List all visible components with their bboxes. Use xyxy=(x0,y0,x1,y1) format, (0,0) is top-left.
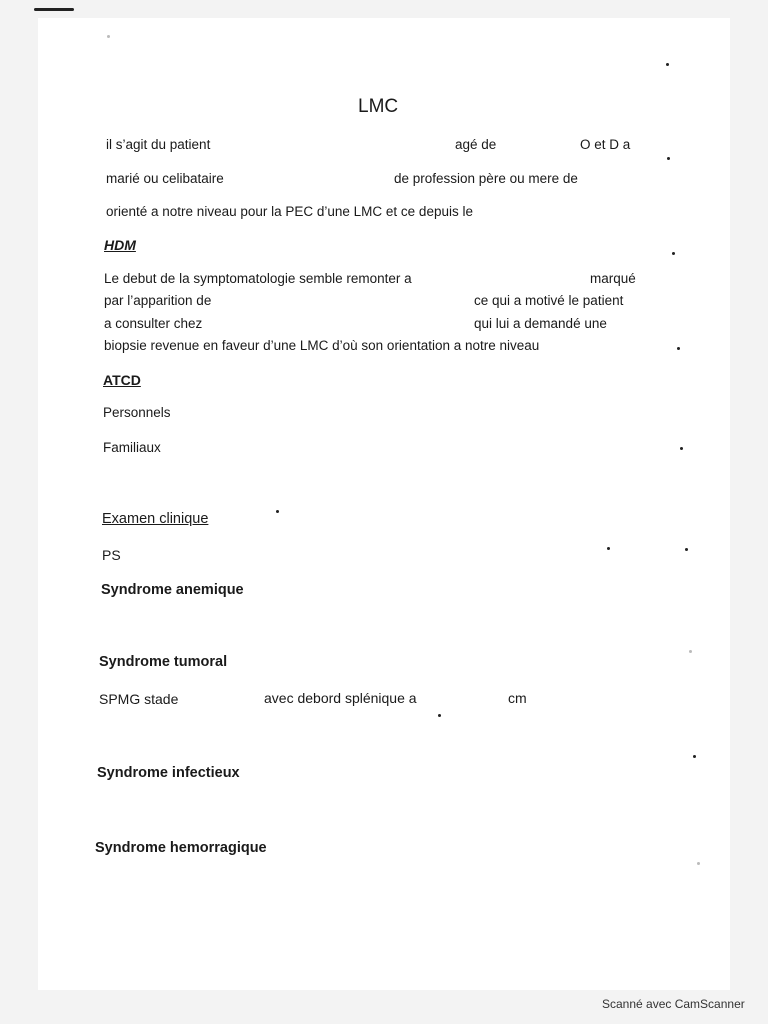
examen-ps: PS xyxy=(102,547,121,563)
intro-oed-label: O et D a xyxy=(580,137,631,152)
hdm-line1b: marqué xyxy=(590,271,636,286)
scan-speck xyxy=(107,35,110,38)
intro-patient-label: il s’agit du patient xyxy=(106,137,211,152)
hdm-line2a: par l’apparition de xyxy=(104,293,212,308)
scan-speck xyxy=(667,157,670,160)
spmg-cm-unit: cm xyxy=(508,690,527,706)
scan-speck xyxy=(438,714,441,717)
syndrome-infectieux: Syndrome infectieux xyxy=(97,765,240,781)
atcd-personnels: Personnels xyxy=(103,405,171,420)
scanner-watermark: Scanné avec CamScanner xyxy=(602,997,745,1011)
scan-speck xyxy=(276,510,279,513)
hdm-line3b: qui lui a demandé une xyxy=(474,316,607,331)
scan-speck xyxy=(672,252,675,255)
scan-speck xyxy=(680,447,683,450)
scan-speck xyxy=(666,63,669,66)
intro-profession-label: de profession père ou mere de xyxy=(394,171,578,186)
atcd-heading: ATCD xyxy=(103,372,141,388)
atcd-familiaux: Familiaux xyxy=(103,440,161,455)
syndrome-anemique: Syndrome anemique xyxy=(101,582,244,598)
spmg-debord-label: avec debord splénique a xyxy=(264,690,417,706)
scan-speck xyxy=(607,547,610,550)
scan-edge-mark xyxy=(34,8,74,11)
scan-speck xyxy=(689,650,692,653)
scan-speck xyxy=(693,755,696,758)
hdm-line1a: Le debut de la symptomatologie semble remonter a xyxy=(104,271,412,286)
scan-speck xyxy=(697,862,700,865)
scan-speck xyxy=(685,548,688,551)
intro-age-label: agé de xyxy=(455,137,497,152)
scan-speck xyxy=(677,347,680,350)
hdm-line2b: ce qui a motivé le patient xyxy=(474,293,624,308)
hdm-line3a: a consulter chez xyxy=(104,316,203,331)
examen-heading: Examen clinique xyxy=(102,511,209,527)
syndrome-tumoral: Syndrome tumoral xyxy=(99,654,228,670)
hdm-line4: biopsie revenue en faveur d’une LMC d’où son orientation a notre niveau xyxy=(104,338,540,353)
intro-orientation-text: orienté a notre niveau pour la PEC d’une LMC et ce depuis le xyxy=(106,204,473,219)
syndrome-hemorragique: Syndrome hemorragique xyxy=(95,840,267,856)
hdm-heading: HDM xyxy=(104,237,136,253)
spmg-stade-label: SPMG stade xyxy=(99,691,179,707)
intro-marital-label: marié ou celibataire xyxy=(106,171,224,186)
document-title: LMC xyxy=(358,96,399,117)
